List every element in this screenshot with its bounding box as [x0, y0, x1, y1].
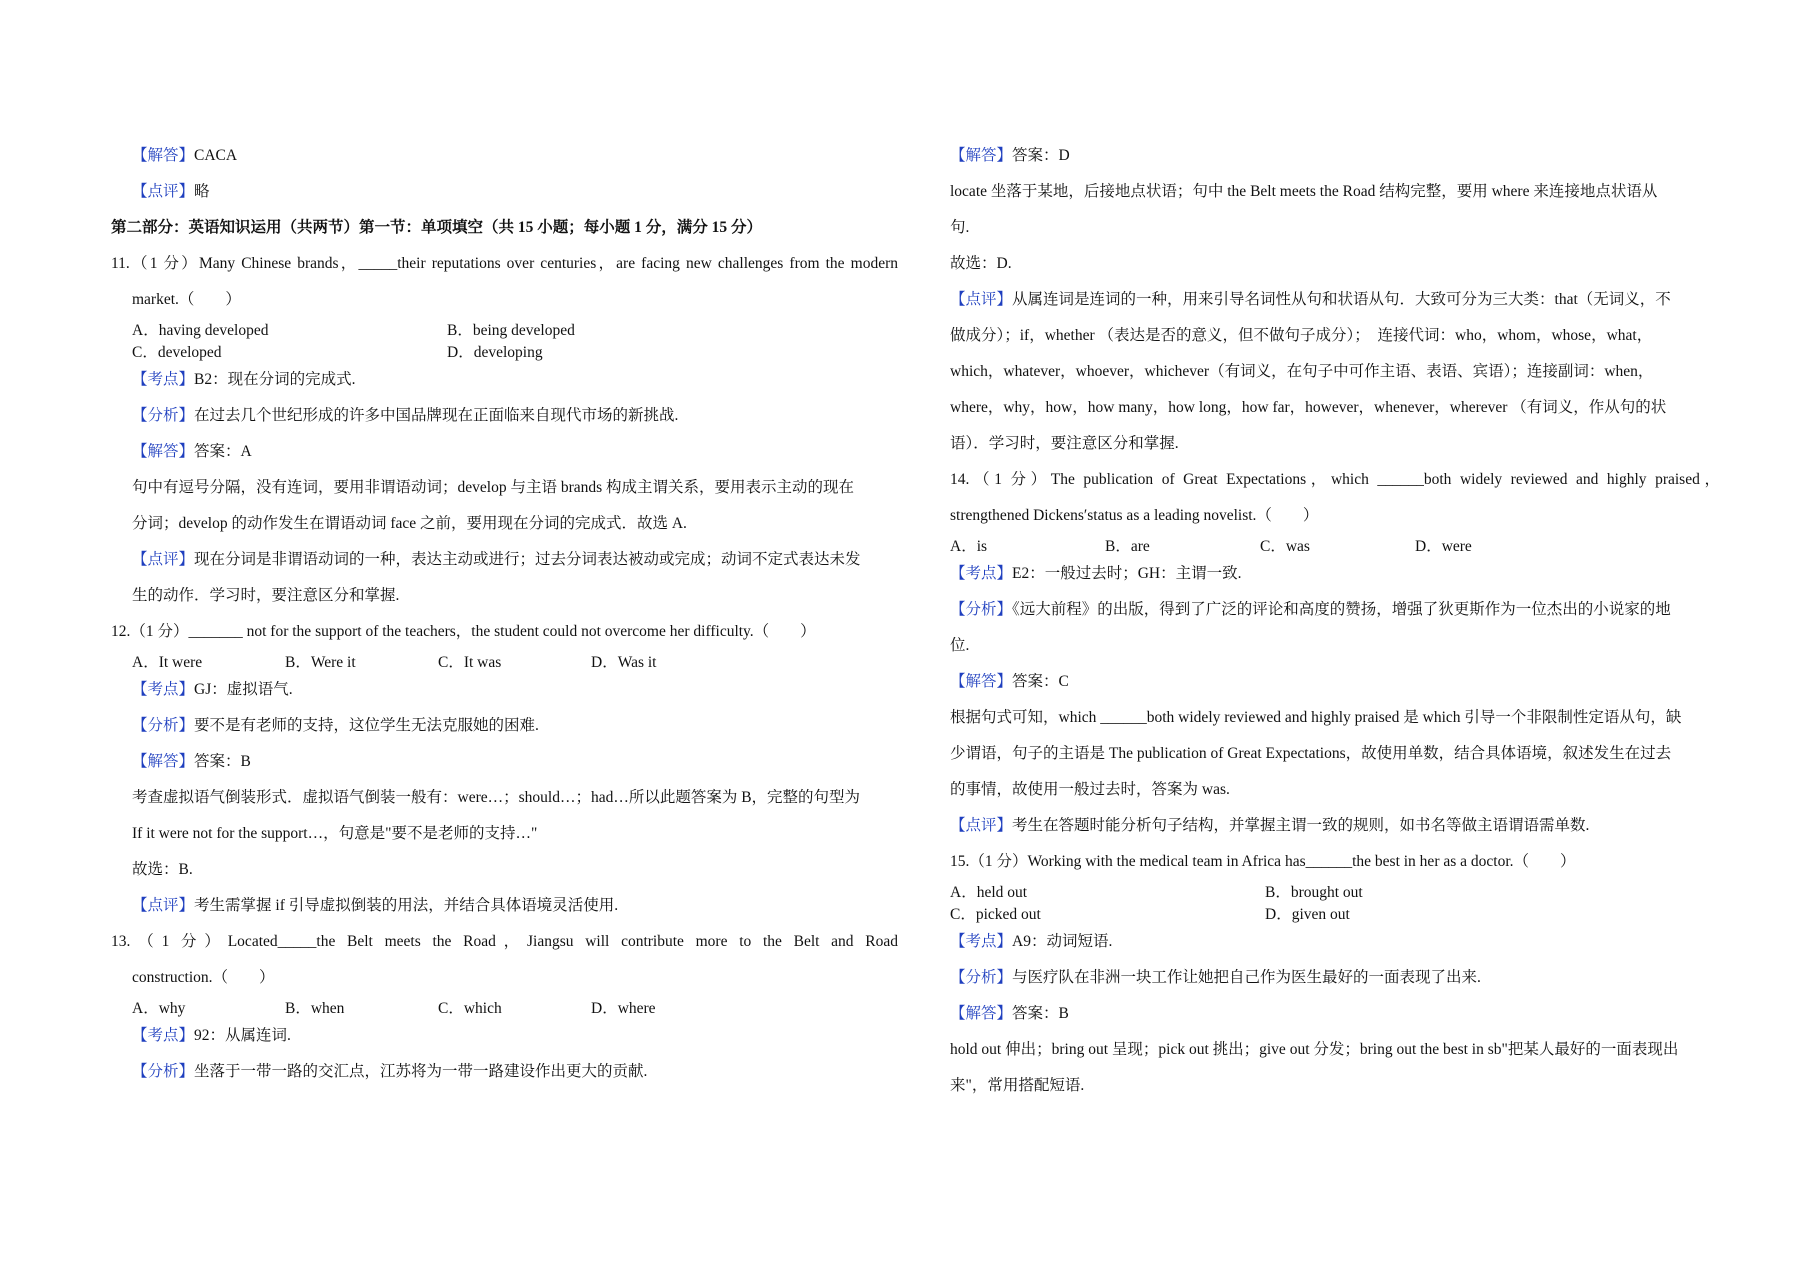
q12-stem: 12.（1 分）_______ not for the support of the teachers，the student could not overcome her difficulty.（ ）: [111, 623, 816, 640]
q13-options: [111, 996, 898, 1018]
fenxi-text: 在过去几个世纪形成的许多中国品牌现在正面临来自现代市场的新挑战.: [194, 407, 679, 424]
fenxi-text: 与医疗队在非洲一块工作让她把自己作为医生最好的一面表现了出来.: [1012, 969, 1481, 986]
section-heading: 第二部分：英语知识运用（共两节）第一节：单项填空（共 15 小题；每小题 1 分，满分 15 分）: [111, 219, 763, 236]
q14-jieda: [950, 664, 1720, 700]
q15-options-row1: [950, 880, 1720, 902]
fenxi-text: 《远大前程》的出版，得到了广泛的评论和高度的赞扬，增强了狄更斯作为一位杰出的小说家的地: [1012, 601, 1671, 618]
q14-dianping: [950, 808, 1720, 844]
q15-option-b: B．brought out: [1265, 884, 1363, 901]
q13-jieda: [950, 138, 1720, 174]
dianping-text: 从属连词是连词的一种，用来引导名词性从句和状语从句．大致可分为三大类：that（无词义，不: [1012, 291, 1671, 308]
q11-options-row2: [111, 340, 898, 362]
comment-line: [111, 174, 898, 210]
q11-kaodian: [111, 362, 898, 398]
kaodian-text: GJ：虚拟语气.: [194, 681, 293, 698]
q11-option-c: C．developed: [132, 344, 222, 361]
kaodian-tag: 【考点】: [132, 1027, 195, 1044]
q12-option-d: D．Was it: [591, 654, 657, 671]
q11-jieda: [111, 434, 898, 470]
q15-options-row2: [950, 902, 1720, 924]
q15-jieda: [950, 996, 1720, 1032]
q14-options: [950, 534, 1720, 556]
q14-explanation-2: 少谓语，句子的主语是 The publication of Great Expectations，故使用单数，结合具体语境，叙述发生在过去: [950, 745, 1672, 762]
q15-fenxi: [950, 960, 1720, 996]
jieda-tag: 【解答】: [950, 147, 1013, 164]
q12-option-c: C．It was: [438, 654, 502, 671]
q15-kaodian: [950, 924, 1720, 960]
q12-explanation-1: 考查虚拟语气倒装形式．虚拟语气倒装一般有：were…；should…；had…所以此题答案为 B，完整的句型为: [132, 789, 861, 806]
q15-option-a: A．held out: [950, 884, 1028, 901]
q11-explanation-1: 句中有逗号分隔，没有连词，要用非谓语动词；develop 与主语 brands 构成主谓关系，要用表示主动的现在: [132, 479, 855, 496]
q11-option-a: A．having developed: [132, 322, 269, 339]
q13-option-a: A．why: [132, 1000, 186, 1017]
fenxi-tag: 【分析】: [950, 601, 1013, 618]
q14-stem-cont: strengthened Dickens′status as a leading novelist.（ ）: [950, 507, 1319, 524]
kaodian-text: E2：一般过去时；GH：主谓一致.: [1012, 565, 1242, 582]
q14-fenxi: [950, 592, 1720, 628]
jieda-text: 答案：A: [194, 443, 252, 460]
q11-explanation-2: 分词；develop 的动作发生在谓语动词 face 之前，要用现在分词的完成式．故选 A.: [132, 515, 687, 532]
q12-fenxi: [111, 708, 898, 744]
fenxi-tag: 【分析】: [132, 1063, 195, 1080]
answer-text: CACA: [194, 147, 238, 164]
dianping-text: 考生在答题时能分析句子结构，并掌握主谓一致的规则，如书名等做主语谓语需单数.: [1012, 817, 1590, 834]
q13-dianping-cont-4: 语）．学习时，要注意区分和掌握.: [950, 435, 1179, 452]
q13-stem: 13.（1 分）Located_____the Belt meets the Road，Jiangsu will contribute more to the Belt and Road: [111, 933, 898, 950]
kaodian-text: 92：从属连词.: [194, 1027, 291, 1044]
q14-kaodian: [950, 556, 1720, 592]
dianping-text: 考生需掌握 if 引导虚拟倒装的用法，并结合具体语境灵活使用.: [194, 897, 619, 914]
jieda-text: 答案：B: [1012, 1005, 1069, 1022]
q13-explanation-1: locate 坐落于某地，后接地点状语；句中 the Belt meets the Road 结构完整，要用 where 来连接地点状语从: [950, 183, 1658, 200]
q13-dianping: [950, 282, 1720, 318]
q12-explanation-2: If it were not for the support…，句意是"要不是老师的支持…": [132, 825, 538, 842]
right-column: [950, 138, 1720, 1104]
jieda-text: 答案：D: [1012, 147, 1070, 164]
q12-dianping: [111, 888, 898, 924]
q14-option-b: B．are: [1105, 538, 1150, 555]
jieda-text: 答案：C: [1012, 673, 1069, 690]
q13-dianping-cont-2: which，whatever，whoever，whichever（有词义，在句子中可作主语、表语、宾语）；连接副词：when，: [950, 363, 1654, 380]
fenxi-text: 要不是有老师的支持，这位学生无法克服她的困难.: [194, 717, 539, 734]
kaodian-tag: 【考点】: [132, 681, 195, 698]
jieda-tag: 【解答】: [132, 443, 195, 460]
jieda-tag: 【解答】: [132, 753, 195, 770]
kaodian-tag: 【考点】: [950, 933, 1013, 950]
q12-explanation-3: 故选：B.: [132, 861, 193, 878]
dianping-tag: 【点评】: [950, 817, 1013, 834]
jieda-tag: 【解答】: [950, 673, 1013, 690]
dianping-tag: 【点评】: [132, 897, 195, 914]
q14-stem: 14.（1 分）The publication of Great Expectations，which ______both widely reviewed and highly praised，: [950, 471, 1720, 488]
kaodian-text: B2：现在分词的完成式.: [194, 371, 356, 388]
q11-stem-cont: market.（ ）: [132, 291, 241, 308]
dianping-tag: 【点评】: [950, 291, 1013, 308]
q15-option-c: C．picked out: [950, 906, 1041, 923]
q14-explanation-1: 根据句式可知，which ______both widely reviewed and highly praised 是 which 引导一个非限制性定语从句，缺: [950, 709, 1682, 726]
q14-fenxi-cont: 位.: [950, 637, 970, 654]
q11-stem: 11.（1 分）Many Chinese brands，_____their reputations over centuries，are facing new challenges from the modern: [111, 255, 898, 272]
q13-option-c: C．which: [438, 1000, 502, 1017]
jieda-tag: 【解答】: [950, 1005, 1013, 1022]
q15-explanation-2: 来"，常用搭配短语.: [950, 1077, 1085, 1094]
answer-tag: 【解答】: [132, 147, 195, 164]
q14-option-d: D．were: [1415, 538, 1472, 555]
q13-stem-cont: construction.（ ）: [132, 969, 275, 986]
q15-explanation-1: hold out 伸出；bring out 呈现；pick out 挑出；give out 分发；bring out the best in sb"把某人最好的一面表现出: [950, 1041, 1679, 1058]
q12-kaodian: [111, 672, 898, 708]
kaodian-text: A9：动词短语.: [1012, 933, 1113, 950]
fenxi-text: 坐落于一带一路的交汇点，江苏将为一带一路建设作出更大的贡献.: [194, 1063, 648, 1080]
dianping-tag: 【点评】: [132, 551, 195, 568]
q11-option-b: B．being developed: [447, 322, 575, 339]
q11-dianping-cont: 生的动作．学习时，要注意区分和掌握.: [132, 587, 400, 604]
q13-explanation-2: 句.: [950, 219, 970, 236]
q12-option-b: B．Were it: [285, 654, 356, 671]
q13-dianping-cont-3: where，why，how，how many，how long，how far，however，whenever，wherever （有词义，作从句的状: [950, 399, 1667, 416]
q12-options: [111, 650, 898, 672]
q13-option-d: D．where: [591, 1000, 656, 1017]
comment-tag: 【点评】: [132, 183, 195, 200]
q13-kaodian: [111, 1018, 898, 1054]
q14-explanation-3: 的事情，故使用一般过去时，答案为 was.: [950, 781, 1230, 798]
q11-fenxi: [111, 398, 898, 434]
q12-option-a: A．It were: [132, 654, 203, 671]
comment-text: 略: [194, 183, 210, 200]
q15-option-d: D．given out: [1265, 906, 1350, 923]
kaodian-tag: 【考点】: [132, 371, 195, 388]
fenxi-tag: 【分析】: [132, 717, 195, 734]
fenxi-tag: 【分析】: [950, 969, 1013, 986]
answer-line: [111, 138, 898, 174]
kaodian-tag: 【考点】: [950, 565, 1013, 582]
q13-fenxi: [111, 1054, 898, 1090]
q13-option-b: B．when: [285, 1000, 345, 1017]
fenxi-tag: 【分析】: [132, 407, 195, 424]
q15-stem: 15.（1 分）Working with the medical team in Africa has______the best in her as a doctor.（ ）: [950, 853, 1576, 870]
dianping-text: 现在分词是非谓语动词的一种，表达主动或进行；过去分词表达被动或完成；动词不定式表达未发: [194, 551, 861, 568]
q14-option-c: C．was: [1260, 538, 1310, 555]
q11-options-row1: [111, 318, 898, 340]
jieda-text: 答案：B: [194, 753, 251, 770]
q11-option-d: D．developing: [447, 344, 543, 361]
q12-jieda: [111, 744, 898, 780]
q13-explanation-3: 故选：D.: [950, 255, 1012, 272]
q11-dianping: [111, 542, 898, 578]
left-column: [111, 138, 898, 1090]
q13-dianping-cont-1: 做成分）；if，whether （表达是否的意义，但不做句子成分）； 连接代词：who，whom，whose，what，: [950, 327, 1653, 344]
q14-option-a: A．is: [950, 538, 988, 555]
